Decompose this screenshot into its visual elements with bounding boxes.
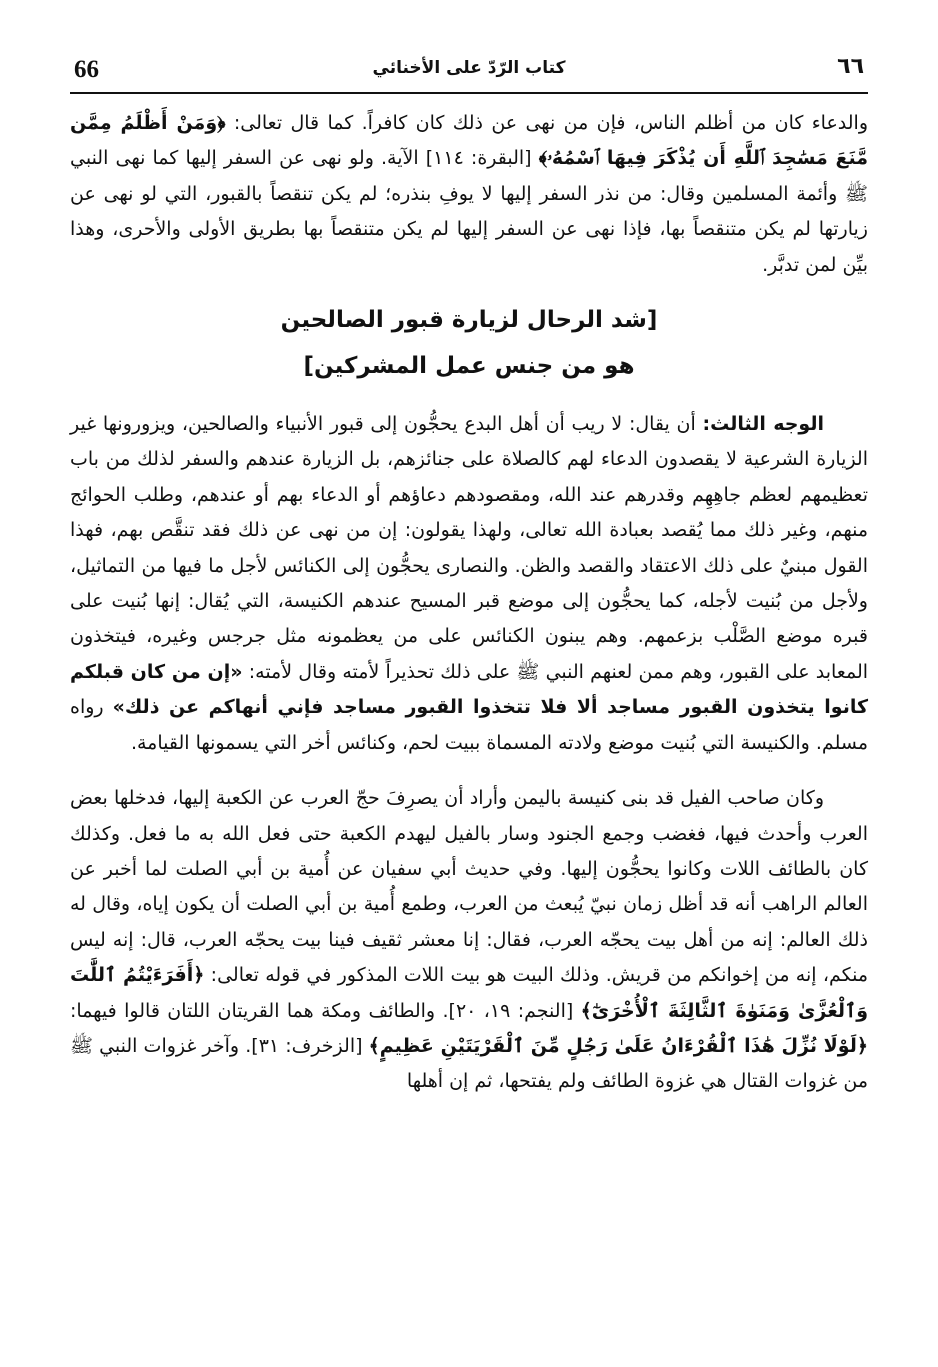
heading-line-1: [شد الرحال لزيارة قبور الصالحين <box>280 307 658 334</box>
paragraph-gap <box>70 761 868 781</box>
paragraph-lead: الوجه الثالث: <box>702 413 824 436</box>
running-title: كتاب الرّدّ على الأخنائي <box>372 58 566 78</box>
paragraph-text: [النجم: ١٩، ٢٠]. والطائف ومكة هما القريتان اللتان قالوا فيهما: <box>70 999 581 1022</box>
paragraph-3 <box>70 781 868 1100</box>
paragraph-2 <box>70 407 868 761</box>
heading-line-2: هو من جنس عمل المشركين] <box>303 353 635 380</box>
hadith-quote: «إن من كان قبلكم كانوا يتخذون القبور مساجد ألا فلا تتخذوا القبور مساجد فإني أنهاكم عن ذلك» <box>70 660 869 719</box>
section-heading <box>70 297 868 389</box>
paragraph-1 <box>70 106 868 283</box>
paragraph-text: [البقرة: ١١٤] الآية. ولو نهى عن السفر إليها كما نهى النبي ﷺ وأئمة المسلمين وقال: من نذر السفر إليها لا يوفِ بنذره؛ لم يكن تنقصاً بالقبور، التي لو نهى عن زيارتها لم يكن متنقصاً بها، فإذا نهى عن السفر إليها لم يكن متنقصاً بها بطريق الأولى والأحرى، وهذا بيِّن لمن تدبَّر. <box>70 147 868 276</box>
page-number-latin: 66 <box>74 56 99 83</box>
page-body <box>70 106 868 1100</box>
quran-quote: ﴿لَوْلَا نُزِّلَ هَٰذَا ٱلْقُرْءَانُ عَلَىٰ رَجُلٍ مِّنَ ٱلْقَرْيَتَيْنِ عَظِيمٍ﴾ <box>368 1034 868 1057</box>
paragraph-text: وكان صاحب الفيل قد بنى كنيسة باليمن وأراد أن يصرِفَ حجّ العرب عن الكعبة إليها، فدخلها بعض العرب وأحدث فيها، فغضب وجمع الجنود وسار بالفيل ليهدم الكعبة حتى فعل الله به ما فعل. وكذلك كان بالطائف اللات وكانوا يحجُّون إليها. وفي حديث أبي سفيان عن أُمية بن أبي الصلت لما أخبر عن العالم الراهب أنه قد أظل زمان نبيّ يُبعث من العرب، وطمع أُمية بن أبي الصلت أن يكون إياه، وقال له ذلك العالم: إنه من أهل بيت يحجّه العرب، فقال: إنا معشر ثقيف فينا بيت يحجّه العرب، قال: إنه ليس منكم، إنه من إخوانكم من قريش. وذلك البيت هو بيت اللات المذكور في قوله تعالى: <box>70 787 868 987</box>
quran-quote: ﴿وَمَنْ أَظْلَمُ مِمَّن مَّنَعَ مَسَٰجِدَ ٱللَّهِ أَن يُذْكَرَ فِيهَا ٱسْمُهُۥ﴾ <box>70 112 868 170</box>
page-header <box>70 52 868 94</box>
paragraph-text: والدعاء كان من أظلم الناس، فإن من نهى عن ذلك كان كافراً. كما قال تعالى: <box>225 112 868 134</box>
page-number-arabic: ٦٦ <box>837 54 864 79</box>
quran-quote: ﴿أَفَرَءَيْتُمُ ٱللَّٰتَ وَٱلْعُزَّىٰ وَمَنَوٰةَ ٱلثَّالِثَةَ ٱلْأُخْرَىٰٓ﴾ <box>70 964 869 1022</box>
paragraph-text: [الزخرف: ٣١]. وآخر غزوات النبي ﷺ من غزوات القتال هي غزوة الطائف ولم يفتحها، ثم إن أهلها <box>70 1034 868 1093</box>
paragraph-text: أن يقال: لا ريب أن أهل البدع يحجُّون إلى قبور الأنبياء والصالحين، ويزورونها غير الزيارة الشرعية لا يقصدون الدعاء لهم كالصلاة على جنائزهم، بل الزيارة عندهم والسفر لذلك من باب تعظيمهم لعظم جاهِهِم وقدرهم عند الله، ومقصودهم دعاؤهم أو الدعاء بهم أو عندهم، وطلب الحوائج منهم، وغير ذلك مما يُقصد بعبادة الله تعالى، ولهذا يقولون: إن من نهى عن ذلك فقد تنقَّص بهم، فهذا القول مبنيٌ على ذلك الاعتقاد والقصد والظن. والنصارى يحجُّون إلى الكنائس لأجل ما فيها من التماثيل، ولأجل من بُنيت لأجله، كما يحجُّون إلى موضع قبر المسيح عندهم الكنيسة، التي يُقال: إنها بُنيت على قبره موضع الصَّلْب بزعمهم. وهم يبنون الكنائس على من يعظمونه مثل جرجس وغيره، فيتخذون المعابد على القبور، وهم ممن لعنهم النبي ﷺ على ذلك تحذيراً لأمته وقال لأمته: <box>70 413 869 683</box>
paragraph-text: رواه مسلم. والكنيسة التي بُنيت موضع ولادته المسماة ببيت لحم، وكنائس أخر التي يسمونها القيامة. <box>70 696 868 754</box>
